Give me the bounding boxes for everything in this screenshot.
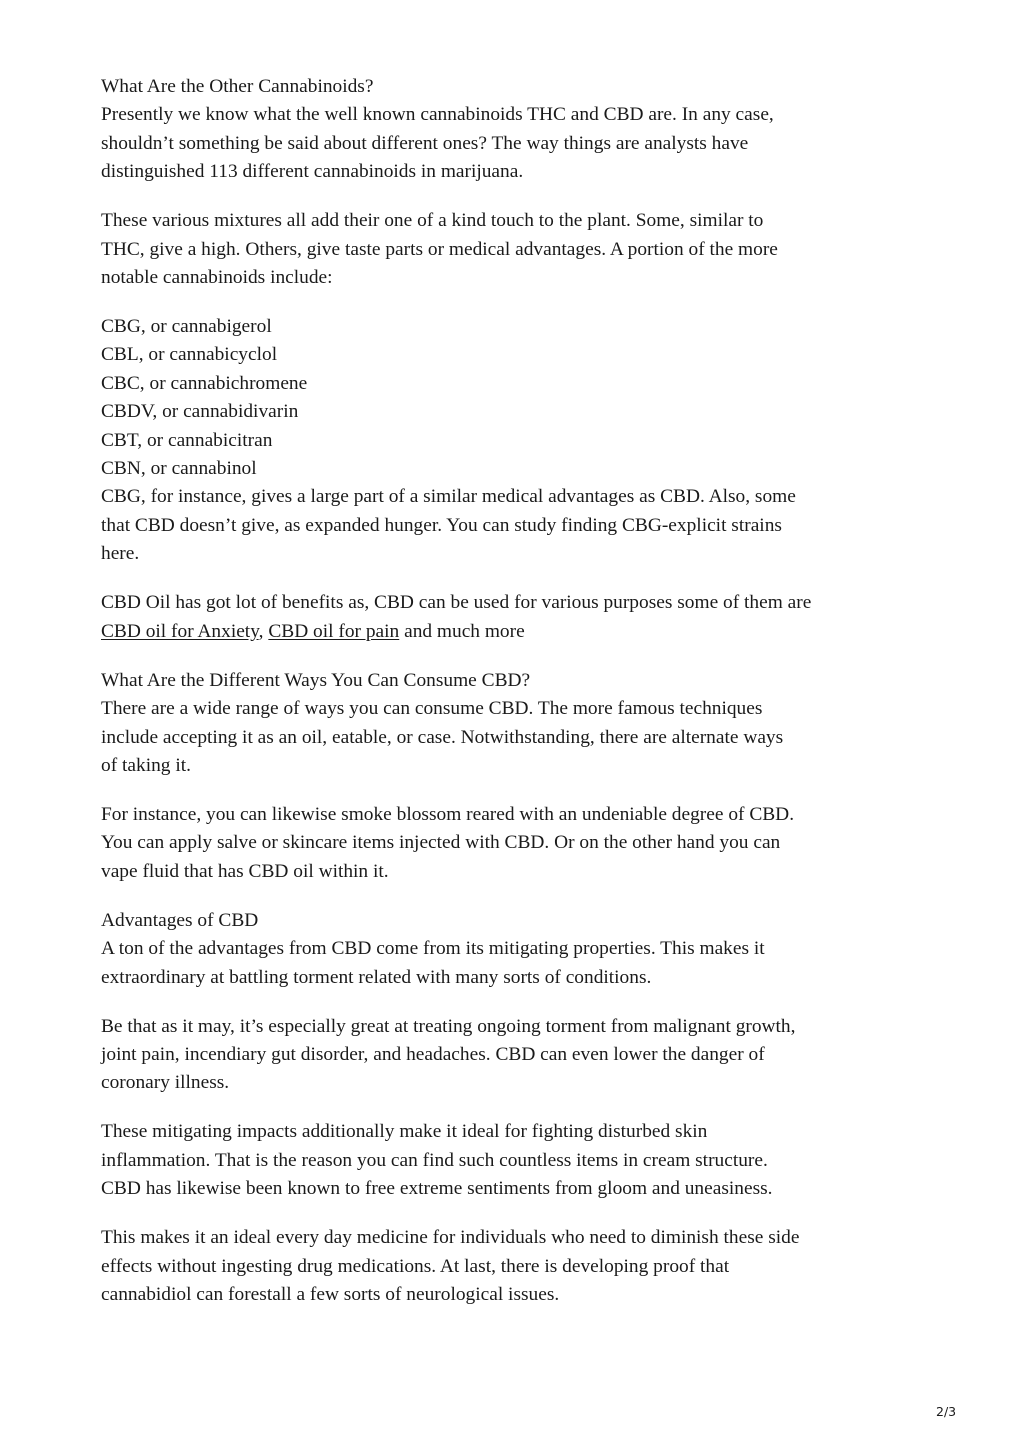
text-line: There are a wide range of ways you can consume CBD. The more famous techniques	[101, 698, 763, 720]
paragraph-skin-inflammation	[101, 1118, 931, 1203]
page-number: 2/3	[936, 1404, 957, 1419]
section-heading-other-cannabinoids: What Are the Other Cannabinoids?	[101, 76, 374, 97]
text-line: For instance, you can likewise smoke blossom reared with an undeniable degree of CBD.	[101, 803, 795, 825]
text-line: These mitigating impacts additionally make it ideal for fighting disturbed skin	[101, 1121, 708, 1143]
text-line: CBD Oil has got lot of benefits as, CBD can be used for various purposes some of them are	[101, 592, 812, 614]
text-line-with-links	[101, 618, 931, 646]
link-separator: ,	[258, 620, 269, 642]
text-line: THC, give a high. Others, give taste parts or medical advantages. A portion of the more	[101, 238, 778, 260]
text-line: A ton of the advantages from CBD come from its mitigating properties. This makes it	[101, 938, 765, 960]
document-body	[101, 73, 931, 1330]
list-item: CBN, or cannabinol	[101, 458, 257, 480]
list-item: CBL, or cannabicyclol	[101, 344, 278, 366]
list-item: CBG, or cannabigerol	[101, 316, 272, 338]
list-item: CBT, or cannabicitran	[101, 429, 273, 451]
cbd-oil-for-anxiety-link[interactable]: CBD oil for Anxiety	[101, 620, 259, 642]
text-line: CBG, for instance, gives a large part of a similar medical advantages as CBD. Also, some	[101, 486, 796, 508]
text-line: extraordinary at battling torment related with many sorts of conditions.	[101, 966, 652, 988]
paragraph-cbd-oil-benefits	[101, 589, 931, 646]
text-line: notable cannabinoids include:	[101, 267, 333, 289]
paragraph-everyday-medicine	[101, 1224, 931, 1309]
paragraph-advantages	[101, 907, 931, 992]
section-heading-ways-to-consume: What Are the Different Ways You Can Consume CBD?	[101, 669, 531, 691]
text-line: joint pain, incendiary gut disorder, and headaches. CBD can even lower the danger of	[101, 1043, 765, 1065]
text-line: inflammation. That is the reason you can find such countless items in cream structure.	[101, 1149, 768, 1171]
text-fragment: and much more	[399, 620, 525, 642]
text-line: effects without ingesting drug medications. At last, there is developing proof that	[101, 1255, 730, 1277]
paragraph-ongoing-torment	[101, 1013, 931, 1098]
text-line: shouldn’t something be said about different ones? The way things are analysts have	[101, 132, 749, 154]
paragraph-mixtures	[101, 207, 931, 292]
paragraph-ways-to-consume	[101, 667, 931, 781]
text-line: include accepting it as an oil, eatable, or case. Notwithstanding, there are alternate ways	[101, 726, 784, 748]
cbd-oil-for-pain-link[interactable]: CBD oil for pain	[268, 620, 400, 642]
section-heading-advantages: Advantages of CBD	[101, 909, 259, 931]
paragraph-smoke-vape	[101, 801, 931, 886]
text-line: Be that as it may, it’s especially great at treating ongoing torment from malignant growth,	[101, 1015, 796, 1037]
text-line: that CBD doesn’t give, as expanded hunger. You can study finding CBG-explicit strains	[101, 514, 782, 536]
list-item: CBC, or cannabichromene	[101, 372, 308, 394]
text-line: here.	[101, 543, 140, 565]
text-line: Presently we know what the well known cannabinoids THC and CBD are. In any case,	[101, 104, 774, 126]
text-line: These various mixtures all add their one of a kind touch to the plant. Some, similar to	[101, 210, 764, 232]
text-line: This makes it an ideal every day medicine for individuals who need to diminish these side	[101, 1227, 800, 1249]
text-line: distinguished 113 different cannabinoids in marijuana.	[101, 161, 524, 183]
paragraph-other-cannabinoids	[101, 73, 931, 187]
text-line: coronary illness.	[101, 1072, 230, 1094]
text-line: vape fluid that has CBD oil within it.	[101, 860, 389, 882]
paragraph-cannabinoid-list	[101, 313, 931, 569]
text-line: of taking it.	[101, 754, 191, 776]
text-line: cannabidiol can forestall a few sorts of neurological issues.	[101, 1283, 560, 1305]
text-line: You can apply salve or skincare items injected with CBD. Or on the other hand you can	[101, 832, 781, 854]
list-item: CBDV, or cannabidivarin	[101, 401, 299, 423]
text-line: CBD has likewise been known to free extreme sentiments from gloom and uneasiness.	[101, 1178, 773, 1200]
